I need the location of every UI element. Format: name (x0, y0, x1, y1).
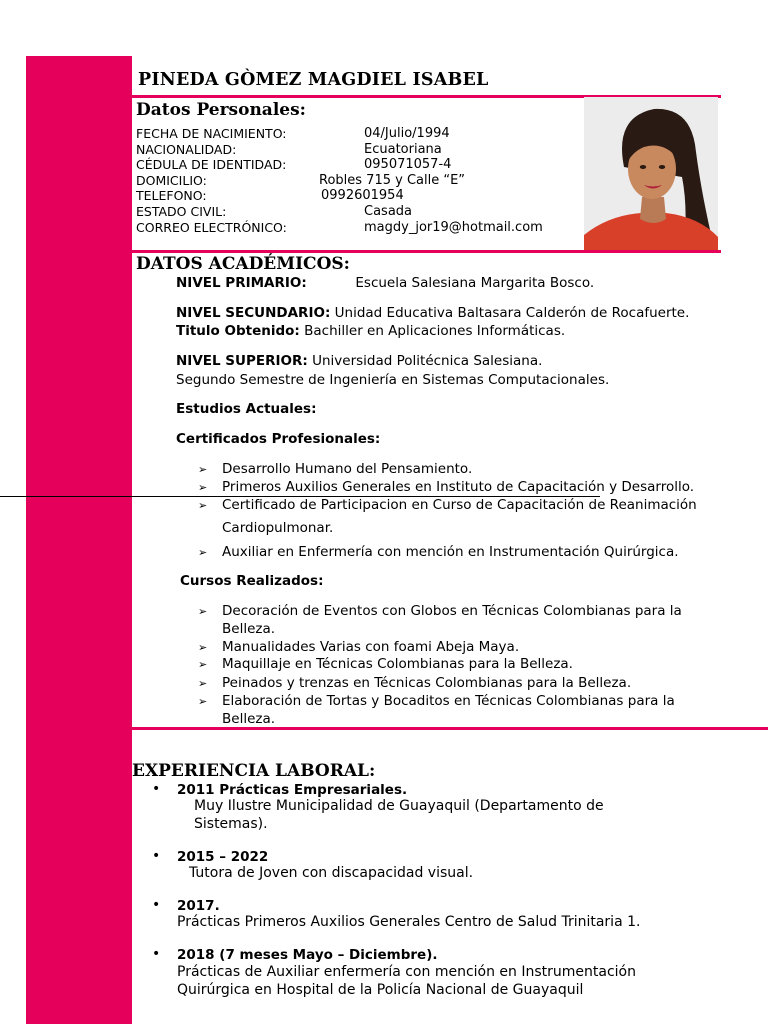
dot-bullet-icon: • (152, 848, 161, 864)
info-value: Ecuatoriana (364, 141, 442, 157)
list-item (198, 639, 207, 655)
info-value: 095071057-4 (364, 157, 452, 173)
course-item-continued: Belleza. (222, 711, 276, 727)
info-label: CORREO ELECTRÓNICO: (136, 219, 287, 235)
experience-line: Sistemas). (194, 816, 268, 832)
arrow-bullet-icon: ➢ (198, 499, 208, 512)
list-item (198, 603, 207, 619)
degree-value: Bachiller en Aplicaciones Informáticas. (299, 323, 566, 339)
experience-line: Prácticas de Auxiliar enfermería con mención en Instrumentación (177, 964, 636, 980)
arrow-bullet-icon: ➢ (198, 677, 208, 690)
personal-section-title: Datos Personales: (136, 100, 306, 120)
info-value: 04/Julio/1994 (364, 126, 450, 141)
arrow-bullet-icon: ➢ (198, 463, 208, 476)
cert-item: Primeros Auxilios Generales en Instituto de Capacitación y Desarrollo. (222, 479, 695, 495)
experience-head: 2011 Prácticas Empresariales. (177, 782, 408, 798)
superior-detail: Segundo Semestre de Ingeniería en Sistemas Computacionales. (176, 372, 610, 388)
secondary-label: NIVEL SECUNDARIO: (176, 305, 331, 321)
dot-bullet-icon: • (152, 897, 161, 913)
candidate-name: PINEDA GÒMEZ MAGDIEL ISABEL (138, 70, 489, 90)
course-item: Elaboración de Tortas y Bocaditos en Técnicas Colombianas para la (222, 693, 675, 709)
experience-line: Muy Ilustre Municipalidad de Guayaquil (Departamento de (194, 798, 604, 814)
superior-value: Universidad Politécnica Salesiana. (307, 353, 543, 369)
info-row-email (136, 220, 581, 236)
cert-item: Auxiliar en Enfermería con mención en Instrumentación Quirúrgica. (222, 544, 679, 560)
experience-head: 2018 (7 meses Mayo – Diciembre). (177, 947, 438, 963)
secondary-value: Unidad Educativa Baltasara Calderón de Rocafuerte. (330, 305, 690, 321)
dot-bullet-icon: • (152, 781, 161, 797)
experience-line: Tutora de Joven con discapacidad visual. (189, 865, 474, 881)
academic-divider (132, 727, 768, 730)
list-item (198, 544, 207, 560)
superior-level (176, 353, 542, 369)
profile-photo (584, 97, 718, 252)
list-item (198, 693, 207, 709)
certificates-label: Certificados Profesionales: (176, 431, 381, 447)
experience-head: 2017. (177, 898, 220, 914)
course-item: Manualidades Varias con foami Abeja Maya. (222, 639, 520, 655)
experience-head: 2015 – 2022 (177, 849, 269, 865)
arrow-bullet-icon: ➢ (198, 641, 208, 654)
primary-value: Escuela Salesiana Margarita Bosco. (355, 275, 595, 291)
info-row-nationality (136, 142, 581, 158)
course-item: Decoración de Eventos con Globos en Técnicas Colombianas para la (222, 603, 682, 619)
arrow-bullet-icon: ➢ (198, 605, 208, 618)
academic-section-title: DATOS ACADÉMICOS: (136, 254, 350, 274)
info-label: FECHA DE NACIMIENTO: (136, 126, 287, 141)
degree-label: Titulo Obtenido: (176, 323, 300, 339)
pink-sidebar (26, 56, 132, 1024)
experience-line: Quirúrgica en Hospital de la Policía Nacional de Guayaquil (177, 982, 584, 998)
list-item (198, 479, 207, 495)
list-item (198, 675, 207, 691)
course-item-continued: Belleza. (222, 621, 276, 637)
portrait-illustration (584, 97, 718, 252)
info-label: NACIONALIDAD: (136, 141, 237, 157)
info-value: Robles 715 y Calle “E” (319, 172, 466, 188)
list-item (198, 656, 207, 672)
cert-item-continued: Cardiopulmonar. (222, 520, 334, 536)
info-value: magdy_jor19@hotmail.com (364, 219, 543, 235)
cert-item: Desarrollo Humano del Pensamiento. (222, 461, 473, 477)
arrow-bullet-icon: ➢ (198, 546, 208, 559)
info-label: CÉDULA DE IDENTIDAD: (136, 157, 287, 173)
info-row-civil-status (136, 204, 581, 220)
arrow-bullet-icon: ➢ (198, 481, 208, 494)
info-row-id (136, 157, 581, 173)
list-item (198, 461, 207, 477)
info-value: 0992601954 (321, 188, 404, 204)
course-item: Peinados y trenzas en Técnicas Colombianas para la Belleza. (222, 675, 632, 691)
course-item: Maquillaje en Técnicas Colombianas para la Belleza. (222, 656, 573, 672)
courses-label: Cursos Realizados: (180, 573, 324, 589)
info-value: Casada (364, 203, 413, 219)
info-row-address (136, 173, 581, 189)
degree (176, 323, 565, 339)
personal-info-table (136, 126, 581, 235)
dot-bullet-icon: • (152, 946, 161, 962)
superior-label: NIVEL SUPERIOR: (176, 353, 308, 369)
cert-item: Certificado de Participacion en Curso de Capacitación de Reanimación (222, 497, 697, 513)
secondary-level (176, 305, 689, 321)
list-item (198, 497, 207, 513)
info-label: DOMICILIO: (136, 172, 207, 188)
personal-divider (132, 250, 721, 253)
primary-label: NIVEL PRIMARIO: (176, 275, 307, 291)
experience-line: Prácticas Primeros Auxilios Generales Centro de Salud Trinitaria 1. (177, 914, 641, 930)
arrow-bullet-icon: ➢ (198, 658, 208, 671)
info-label: TELEFONO: (136, 188, 207, 204)
primary-level (176, 275, 594, 291)
arrow-bullet-icon: ➢ (198, 695, 208, 708)
experience-section-title: EXPERIENCIA LABORAL: (132, 761, 376, 781)
info-row-birthdate (136, 126, 581, 142)
info-label: ESTADO CIVIL: (136, 203, 227, 219)
info-row-phone (136, 188, 581, 204)
current-studies-label: Estudios Actuales: (176, 401, 317, 417)
